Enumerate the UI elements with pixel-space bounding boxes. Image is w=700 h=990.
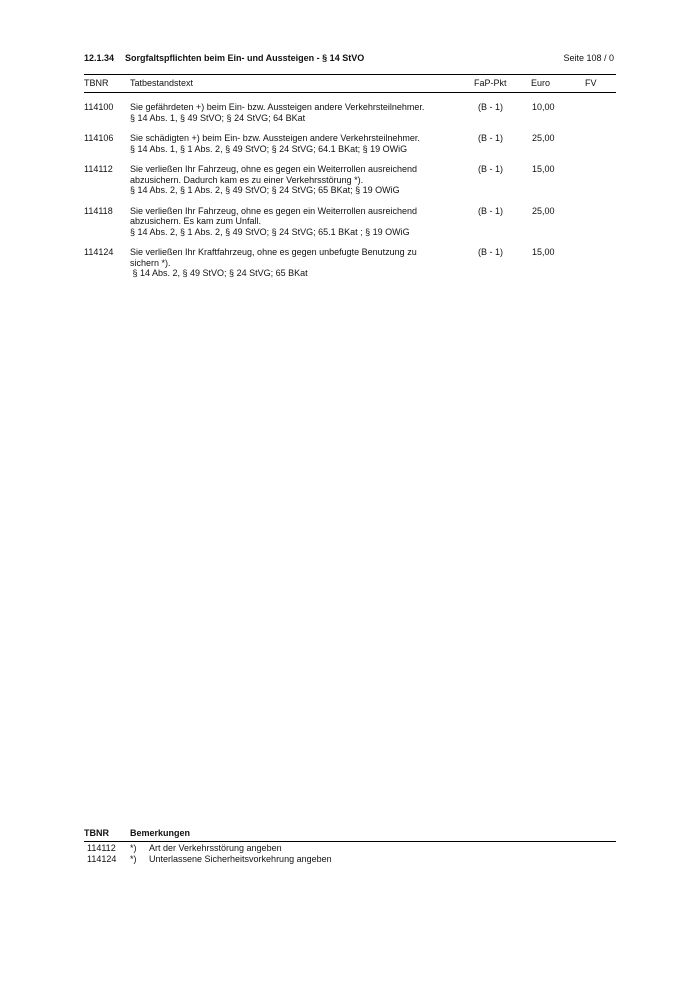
remark-mark: *)	[130, 843, 137, 853]
table-row	[84, 206, 616, 238]
column-header-euro: Euro	[531, 78, 551, 88]
row-text-line: Sie verließen Ihr Fahrzeug, ohne es gegen ein Weiterrollen ausreichend	[130, 205, 418, 216]
row-text	[130, 164, 450, 196]
row-text-line: sichern *).	[130, 257, 171, 268]
remark-tbnr: 114124	[87, 854, 117, 864]
row-tbnr: 114100	[84, 102, 114, 112]
offense-table	[84, 102, 616, 289]
table-row	[84, 102, 616, 123]
table-row	[84, 133, 616, 154]
remark-item	[84, 843, 616, 854]
row-tbnr: 114118	[84, 205, 113, 216]
section-number: 12.1.34	[84, 53, 115, 63]
row-fap: (B - 1)	[478, 205, 504, 216]
row-tbnr: 114124	[84, 247, 114, 257]
remark-mark: *)	[130, 854, 137, 864]
remarks-list	[84, 842, 616, 865]
row-text-line: Sie schädigten +) beim Ein- bzw. Aussteigen andere Verkehrsteilnehmer.	[130, 133, 420, 143]
row-text-line: Sie verließen Ihr Fahrzeug, ohne es gegen ein Weiterrollen ausreichend	[130, 164, 418, 174]
remark-tbnr: 114112	[87, 843, 116, 853]
section-title: Sorgfaltspflichten beim Ein- und Aussteigen - § 14 StVO	[125, 53, 365, 63]
column-header-tbnr: TBNR	[84, 78, 109, 88]
row-text-line: § 14 Abs. 2, § 1 Abs. 2, § 49 StVO; § 24 StVG; 65 BKat; § 19 OWiG	[130, 185, 400, 195]
table-header	[84, 74, 616, 93]
page-number: Seite 108 / 0	[563, 53, 614, 63]
remark-text: Unterlassene Sicherheitsvorkehrung angeben	[149, 854, 332, 864]
column-header-fap: FaP-Pkt	[474, 78, 507, 88]
row-fap: (B - 1)	[478, 247, 504, 257]
row-text-line: abzusichern. Dadurch kam es zu einer Verkehrsstörung *).	[130, 174, 364, 185]
row-text-line: § 14 Abs. 1, § 49 StVO; § 24 StVG; 64 BKat	[130, 112, 306, 123]
remarks-header-tbnr: TBNR	[84, 828, 109, 838]
table-row	[84, 164, 616, 196]
remarks-header	[84, 827, 616, 842]
row-text-line: Sie gefährdeten +) beim Ein- bzw. Aussteigen andere Verkehrsteilnehmer.	[130, 102, 425, 112]
remark-item	[84, 854, 616, 865]
row-text-line: § 14 Abs. 2, § 49 StVO; § 24 StVG; 65 BKat	[130, 268, 308, 278]
remarks-section	[84, 827, 616, 865]
remarks-header-text: Bemerkungen	[130, 828, 191, 838]
row-fap: (B - 1)	[478, 102, 504, 112]
column-header-fv: FV	[585, 78, 597, 88]
row-euro: 10,00	[532, 102, 555, 112]
page-header	[84, 53, 614, 65]
row-euro: 15,00	[532, 247, 555, 257]
row-text	[130, 102, 450, 123]
row-text	[130, 133, 450, 154]
row-fap: (B - 1)	[478, 133, 504, 143]
row-text-line: § 14 Abs. 1, § 1 Abs. 2, § 49 StVO; § 24 StVG; 64.1 BKat; § 19 OWiG	[130, 143, 408, 154]
row-text-line: abzusichern. Es kam zum Unfall.	[130, 216, 262, 226]
row-text-line: Sie verließen Ihr Kraftfahrzeug, ohne es gegen unbefugte Benutzung zu	[130, 247, 417, 257]
row-text-line: § 14 Abs. 2, § 1 Abs. 2, § 49 StVO; § 24 StVG; 65.1 BKat ; § 19 OWiG	[130, 226, 410, 237]
row-text	[130, 247, 450, 279]
row-fap: (B - 1)	[478, 164, 504, 174]
column-header-text: Tatbestandstext	[130, 78, 194, 88]
row-text	[130, 206, 450, 238]
table-row	[84, 247, 616, 279]
row-tbnr: 114112	[84, 164, 113, 174]
remark-text: Art der Verkehrsstörung angeben	[149, 843, 282, 853]
row-euro: 15,00	[532, 164, 555, 174]
row-euro: 25,00	[532, 133, 555, 143]
row-euro: 25,00	[532, 205, 555, 216]
row-tbnr: 114106	[84, 133, 114, 143]
